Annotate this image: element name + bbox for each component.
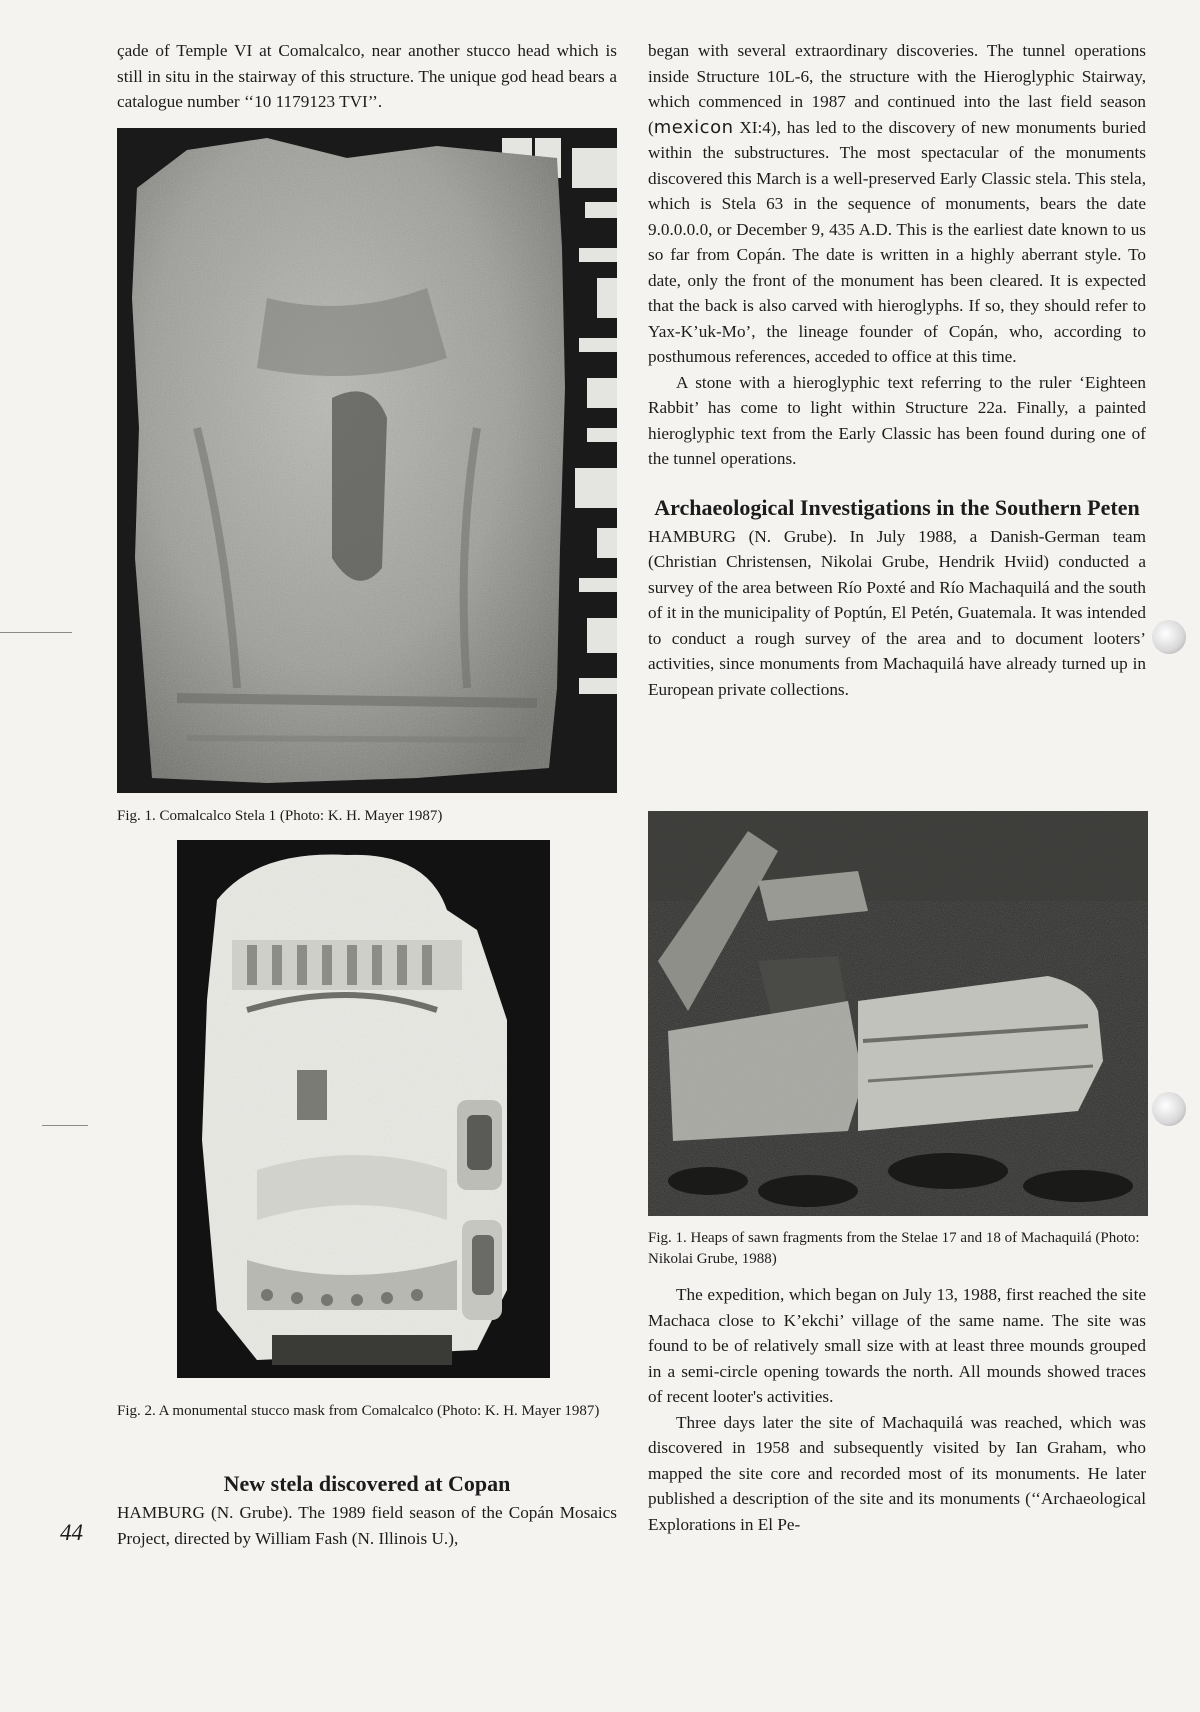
- copan-section: [117, 1470, 617, 1551]
- fragments-photo: [648, 811, 1148, 1216]
- stela-photo: [117, 128, 617, 793]
- intro-paragraph: çade of Temple VI at Comalcalco, near another stucco head which is still in situ in the stairway of this structure. The unique god head bears a catalogue number ‘‘10 1179123 TVI’’.: [117, 41, 617, 111]
- peten-paragraph: HAMBURG (N. Grube). In July 1988, a Danish-German team (Christian Christensen, Nikolai Grube, Hendrik Hviid) conducted a survey of the area between Río Poxté and Río Machaquilá and the south of it in the municipality of Poptún, El Petén, Guatemala. It was intended to conduct a rough survey of the area and to document looters’ activities, since monuments from Machaquilá have already turned up in European private collections.: [648, 526, 1146, 699]
- mask-photo: [177, 840, 550, 1378]
- expedition-text: [648, 1282, 1146, 1537]
- figure2-caption: Fig. 2. A monumental stucco mask from Comalcalco (Photo: K. H. Mayer 1987): [117, 1403, 600, 1419]
- figure1-caption: Fig. 1. Comalcalco Stela 1 (Photo: K. H. Mayer 1987): [117, 808, 443, 824]
- copan-paragraph-text-before: began with several extraordinary discoveries. The tunnel operations inside Structure 10L-6, the structure with the Hieroglyphic Stairway, which commenced in 1987 and continued into the last field season (: [648, 41, 1146, 137]
- punch-hole-bottom: [1152, 1092, 1186, 1126]
- copan-section-title: New stela discovered at Copan: [223, 1471, 511, 1496]
- fragments-caption: Fig. 1. Heaps of sawn fragments from the Stelae 17 and 18 of Machaquilá (Photo: Nikolai Grube, 1988): [648, 1230, 1140, 1267]
- fragments-caption-block: [648, 1228, 1146, 1270]
- copan-paragraph-text-after: XI:4), has led to the discovery of new monuments buried within the substructures. The most spectacular of the monuments discovered this March is a well-preserved Early Classic stela. This stela, which is Stela 63 in the sequence of monuments, bears the date 9.0.0.0.0, or December 9, 435 A.D. This is the earliest date known to us so far from Copán. The date is written in a highly aberrant style. To date, only the front of the monument has been cleared. It is expected that the back is also carved with hieroglyphs. If so, they should refer to Yax-K’uk-Mo’, the lineage founder of Copán, who, according to posthumous references, acceded to office at this time.: [648, 117, 1146, 366]
- stela-image: [117, 128, 617, 793]
- mask-image: [177, 840, 550, 1378]
- page-number: 44: [60, 1520, 83, 1545]
- mexicon-wordmark: mexicon: [653, 116, 734, 138]
- machaca-paragraph: The expedition, which began on July 13, 1988, first reached the site Machaca close to K’ekchi’ village of the same name. The site was found to be of relatively small size with at least three mounds grouped in a semi-circle opening towards the north. All mounds showed traces of recent looter's activities.: [648, 1285, 1146, 1406]
- punch-hole-top: [1152, 620, 1186, 654]
- left-column: [117, 38, 617, 115]
- margin-mark-bottom: [42, 1125, 88, 1126]
- fragments-image: [648, 811, 1148, 1216]
- figure2-caption-block: [117, 1401, 617, 1422]
- machaquila-paragraph: Three days later the site of Machaquilá was reached, which was discovered in 1958 and subsequently visited by Ian Graham, who mapped the site core and recorded most of its monuments. He later published a description of the site and its monuments (‘‘Archaeological Explorations in El Pe-: [648, 1412, 1146, 1534]
- copan-section-paragraph: HAMBURG (N. Grube). The 1989 field season of the Copán Mosaics Project, directed by William Fash (N. Illinois U.),: [117, 1503, 617, 1548]
- right-column: [648, 38, 1146, 702]
- figure1-caption-block: [117, 806, 617, 827]
- eighteen-rabbit-paragraph: A stone with a hieroglyphic text referring to the ruler ‘Eighteen Rabbit’ has come to light within Structure 22a. Finally, a painted hieroglyphic text from the Early Classic has been found during one of the tunnel operations.: [648, 372, 1146, 468]
- margin-mark-top: [0, 632, 72, 633]
- peten-section-title: Archaeological Investigations in the Southern Peten: [654, 494, 1140, 520]
- copan-paragraph-continued: [648, 38, 1146, 370]
